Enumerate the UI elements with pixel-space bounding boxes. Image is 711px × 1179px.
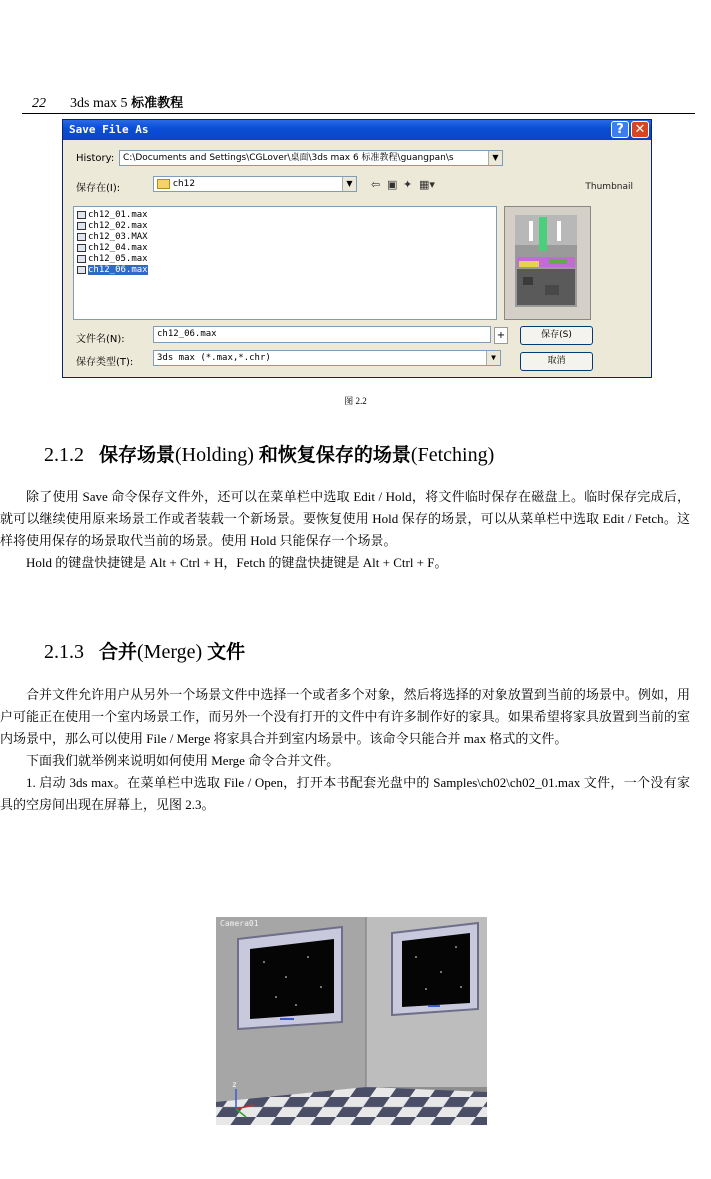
view-menu-icon[interactable]: ▦▾	[419, 178, 435, 191]
history-combo[interactable]	[119, 150, 503, 166]
save-in-value: ch12	[173, 179, 196, 189]
room-render	[216, 917, 487, 1125]
filetype-value: 3ds max (*.max,*.chr)	[157, 353, 271, 363]
section-heading-2-1-2: 2.1.2 保存场景(Holding) 和恢复保存的场景(Fetching)	[44, 444, 495, 466]
filename-label: 文件名(N):	[76, 334, 125, 345]
list-item[interactable]: ch12_01.max	[77, 210, 148, 221]
section-heading-2-1-3: 2.1.3 合并(Merge) 文件	[44, 641, 246, 663]
help-button[interactable]: ?	[611, 121, 629, 138]
save-file-dialog	[62, 119, 652, 378]
book-title-cn: 标准教程	[131, 96, 184, 111]
thumbnail-preview	[504, 206, 591, 320]
back-icon[interactable]: ⇦	[371, 178, 381, 191]
header-rule	[22, 113, 695, 114]
max-file-icon	[77, 222, 86, 230]
page-number: 22	[32, 96, 46, 111]
max-file-icon	[77, 211, 86, 219]
chevron-down-icon[interactable]: ▼	[342, 177, 356, 191]
paragraph: 除了使用 Save 命令保存文件外，还可以在菜单栏中选取 Edit / Hold，将文件临时保存在磁盘上。临时保存完成后，就可以继续使用原来场景工作或者装载一个新场景。要恢复使用 Hold 保存的场景，可以从菜单栏中选取 Edit / Fetch。这样将使用保存的场景取代当前的场景。使用 Hold 只能保存一个场景。	[0, 489, 690, 548]
save-button[interactable]: 保存(S)	[520, 326, 593, 345]
room-render-image	[216, 917, 487, 1125]
paragraph: 1. 启动 3ds max。在菜单栏中选取 File / Open，打开本书配套光盘中的 Samples\ch02\ch02_01.max 文件，一个没有家具的空房间出现在屏幕上，见图 2.3。	[0, 775, 690, 812]
list-item-selected[interactable]: ch12_06.max	[77, 265, 148, 276]
paragraph: Hold 的键盘快捷键是 Alt + Ctrl + H，Fetch 的键盘快捷键是 Alt + Ctrl + F。	[26, 555, 448, 570]
thumbnail-image	[505, 207, 590, 319]
plus-button[interactable]: +	[494, 327, 508, 344]
cancel-button[interactable]: 取消	[520, 352, 593, 371]
paragraph: 下面我们就举例来说明如何使用 Merge 命令合并文件。	[26, 753, 340, 768]
chevron-down-icon[interactable]: ▼	[486, 351, 500, 365]
save-in-label: 保存在(I):	[76, 183, 121, 194]
paragraph: 合并文件允许用户从另外一个场景文件中选择一个或者多个对象，然后将选择的对象放置到当前的场景中。例如，用户可能正在使用一个室内场景工作，而另外一个没有打开的文件中有许多制作好的家具。如果希望将家具放置到当前的室内场景中，那么可以使用 File / Merge 将家具合并到室内场景中。该命令只能合并 max 格式的文件。	[0, 687, 690, 746]
file-list[interactable]	[73, 206, 497, 320]
save-in-combo[interactable]	[153, 176, 357, 192]
up-folder-icon[interactable]: ▣	[387, 178, 398, 191]
chevron-down-icon[interactable]: ▼	[488, 151, 502, 165]
list-item[interactable]: ch12_04.max	[77, 243, 148, 254]
close-button[interactable]: ✕	[631, 121, 649, 138]
figure-caption: 图 2.2	[344, 396, 367, 406]
list-item[interactable]: ch12_02.max	[77, 221, 148, 232]
svg-text:z: z	[232, 1080, 237, 1089]
book-title-prefix: 3ds max 5	[70, 96, 132, 111]
max-file-icon	[77, 244, 86, 252]
camera-label: Camera01	[220, 919, 259, 928]
dialog-title: Save File As	[69, 123, 149, 136]
max-file-icon	[77, 255, 86, 263]
section-2-1-2-body	[0, 486, 690, 574]
list-item[interactable]: ch12_05.max	[77, 254, 148, 265]
max-file-icon	[77, 266, 86, 274]
section-2-1-3-body	[0, 684, 690, 816]
filetype-combo[interactable]	[153, 350, 501, 366]
history-value: C:\Documents and Settings\CGLover\桌面\3ds max 6 标准教程\guangpan\s	[123, 153, 454, 163]
filetype-label: 保存类型(T):	[76, 357, 134, 368]
dialog-titlebar	[63, 120, 651, 140]
running-header	[32, 92, 183, 112]
folder-icon	[157, 179, 170, 189]
max-file-icon	[77, 233, 86, 241]
new-folder-icon[interactable]: ✦	[403, 178, 413, 191]
filename-input[interactable]: ch12_06.max	[153, 326, 491, 343]
thumbnail-label: Thumbnail	[585, 182, 633, 192]
history-label: History:	[76, 153, 115, 164]
list-item[interactable]: ch12_03.MAX	[77, 232, 148, 243]
